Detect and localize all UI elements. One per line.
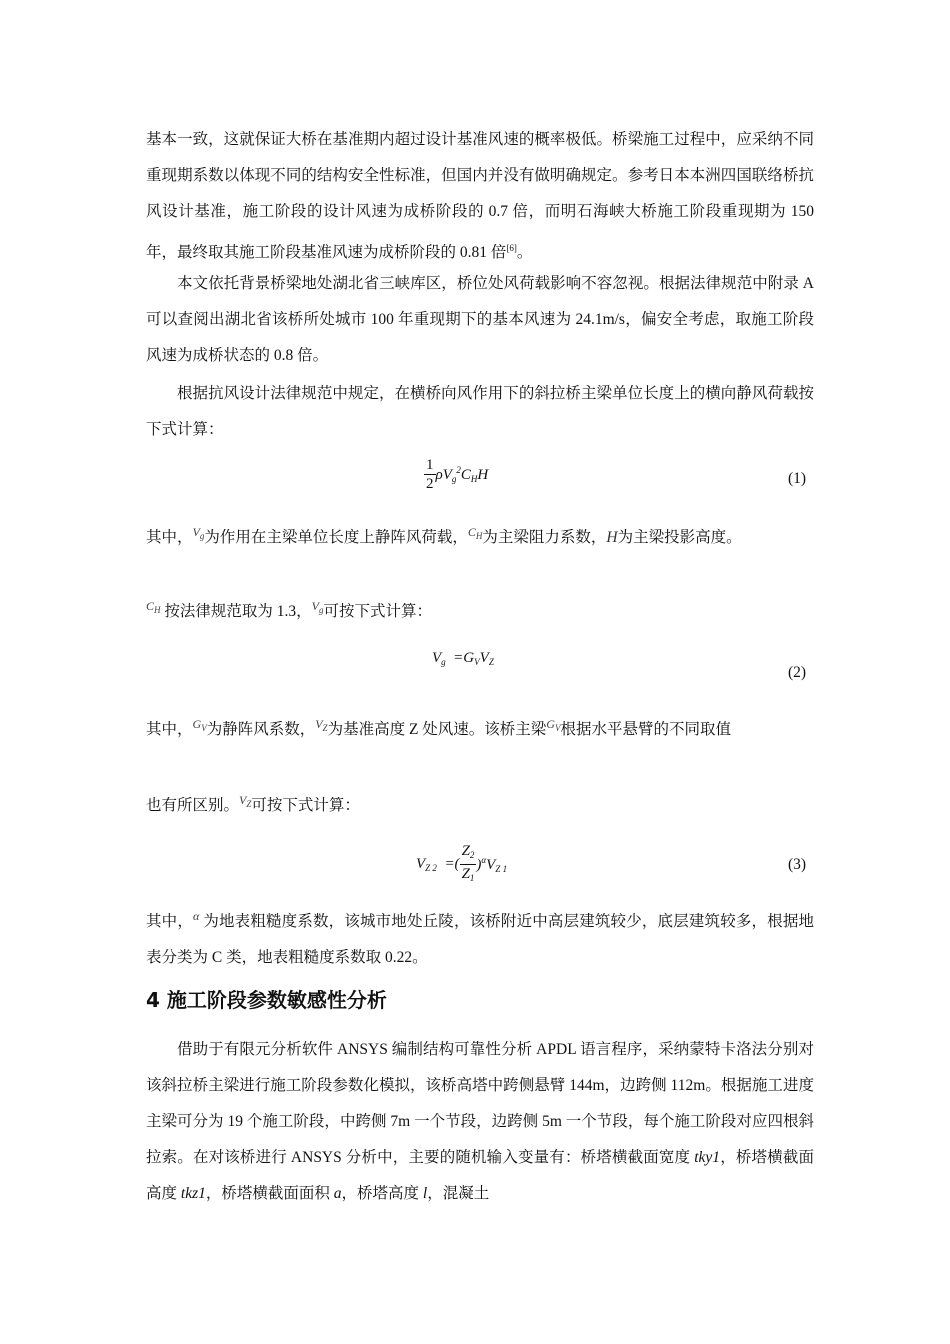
- equation-1-number: (1): [788, 470, 807, 487]
- equation-1: $\frac{1}{2}$ $\rho V_g^2C_HH$: [426, 457, 489, 492]
- fraction-one-half: $\frac{1}{2}$: [426, 457, 434, 492]
- symbol-vz-2: VZ: [239, 793, 252, 809]
- symbol-vz: VZ: [315, 717, 328, 733]
- paragraph-8: [146, 898, 814, 976]
- p6-text-b: 为静阵风系数，: [206, 721, 316, 738]
- symbol-alpha: α: [193, 909, 200, 923]
- p4-text-d: 为主梁投影高度。: [617, 529, 742, 546]
- p6-text-a: 其中，: [146, 721, 193, 738]
- symbol-ch: CH: [467, 525, 483, 541]
- paragraph-1-end: 。: [516, 244, 533, 262]
- p9-text-2: ，桥塔横截面面积: [205, 1185, 334, 1202]
- symbol-vg: Vg: [192, 525, 205, 541]
- symbol-h: H: [606, 529, 618, 546]
- p5-text-a: 按法律规范取为 1.3，: [164, 603, 312, 620]
- paragraph-2: 本文依托背景桥梁地处湖北省三峡库区，桥位处风荷载影响不容忽视。根据法律规范中附录 A 可以查阅出湖北省该桥所处城市 100 年重现期下的基本风速为 24.1m/s，偏安全考虑，取施工阶段风速为成桥状态的 0.8 倍。: [146, 275, 814, 364]
- p7-text-b: 可按下式计算：: [251, 797, 360, 814]
- symbol-vg-2: Vg: [311, 599, 324, 615]
- citation-ref: [6]: [506, 243, 517, 253]
- p9-text-4: ，混凝土: [427, 1185, 490, 1202]
- p9-text: 借助于有限元分析软件 ANSYS 编制结构可靠性分析 APDL 语言程序，采纳蒙特卡洛法分别对该斜拉桥主梁进行施工阶段参数化模拟，该桥高塔中跨侧悬臂 144m，边跨侧 112m。根据施工进度主梁可分为 19 个施工阶段，中跨侧 7m 一个节段，边跨侧 5m 一个节段，每个施工阶段对应四根斜拉索。在对该桥进行 ANSYS 分析中，主要的随机输入变量有：桥塔横截面宽度: [146, 1041, 814, 1166]
- p8-text-b: 为地表粗糙度系数，该城市地处丘陵，该桥附近中高层建筑较少，底层建筑较多，根据地表分类为 C 类，地表粗糙度系数取 0.22。: [146, 913, 814, 966]
- var-tkz1: tkz1: [180, 1185, 206, 1202]
- p9-text-1: ，桥塔横截面高度: [146, 1149, 814, 1202]
- paragraph-1-text: 基本一致，这就保证大桥在基准期内超过设计基准风速的概率极低。桥梁施工过程中，应采纳不同重现期系数以体现不同的结构安全性标准，但国内并没有做明确规定。参考日本本洲四国联络桥抗风设计基准，施工阶段的设计风速为成桥阶段的 0.7 倍，而明石海峡大桥施工阶段重现期为 150 年，最终取其施工阶段基准风速为成桥阶段的 0.81 倍: [146, 131, 814, 262]
- equation-3-number: (3): [788, 856, 807, 873]
- equation-2: $V_g =G_VV_Z$: [432, 650, 494, 667]
- paragraph-9: [146, 1032, 814, 1212]
- symbol-gv: GV: [192, 717, 207, 733]
- equation-3: $V_{Z 2}$ =( $\frac{Z_2}{Z_1}$ )$^\alpha V_{Z 1}$: [416, 842, 507, 887]
- paragraph-5: [146, 588, 814, 630]
- p6-text-c: 为基准高度 Z 处风速。该桥主梁: [327, 721, 547, 738]
- equation-2-number: (2): [788, 664, 807, 681]
- p4-text-c: 为主梁阻力系数，: [482, 529, 607, 546]
- var-tky1: tky1: [694, 1149, 721, 1166]
- paragraph-3: 根据抗风设计法律规范中规定，在横桥向风作用下的斜拉桥主梁单位长度上的横向静风荷载按下式计算：: [146, 385, 814, 438]
- var-l: l: [422, 1185, 428, 1202]
- section-heading: 4 施工阶段参数敏感性分析: [146, 988, 387, 1012]
- p9-text-3: ，桥塔高度: [341, 1185, 423, 1202]
- p5-text-b: 可按下式计算：: [323, 603, 433, 620]
- fraction-z2-z1: $\frac{Z_2}{Z_1}$: [461, 843, 475, 883]
- p6-text-d: 根据水平悬臂的不同取值: [560, 721, 731, 738]
- p4-text-b: 为作用在主梁单位长度上静阵风荷载，: [204, 529, 468, 546]
- symbol-gv-2: GV: [546, 717, 561, 733]
- var-a: a: [333, 1185, 342, 1202]
- symbol-ch-2: CH: [146, 599, 161, 615]
- p8-text-a: 其中，: [146, 913, 193, 930]
- paragraph-7: [146, 782, 814, 824]
- paragraph-4: [146, 514, 814, 556]
- p7-text-a: 也有所区别。: [146, 797, 240, 814]
- p4-text-a: 其中，: [146, 529, 193, 546]
- paragraph-1: [146, 122, 814, 271]
- paragraph-6: [146, 706, 814, 748]
